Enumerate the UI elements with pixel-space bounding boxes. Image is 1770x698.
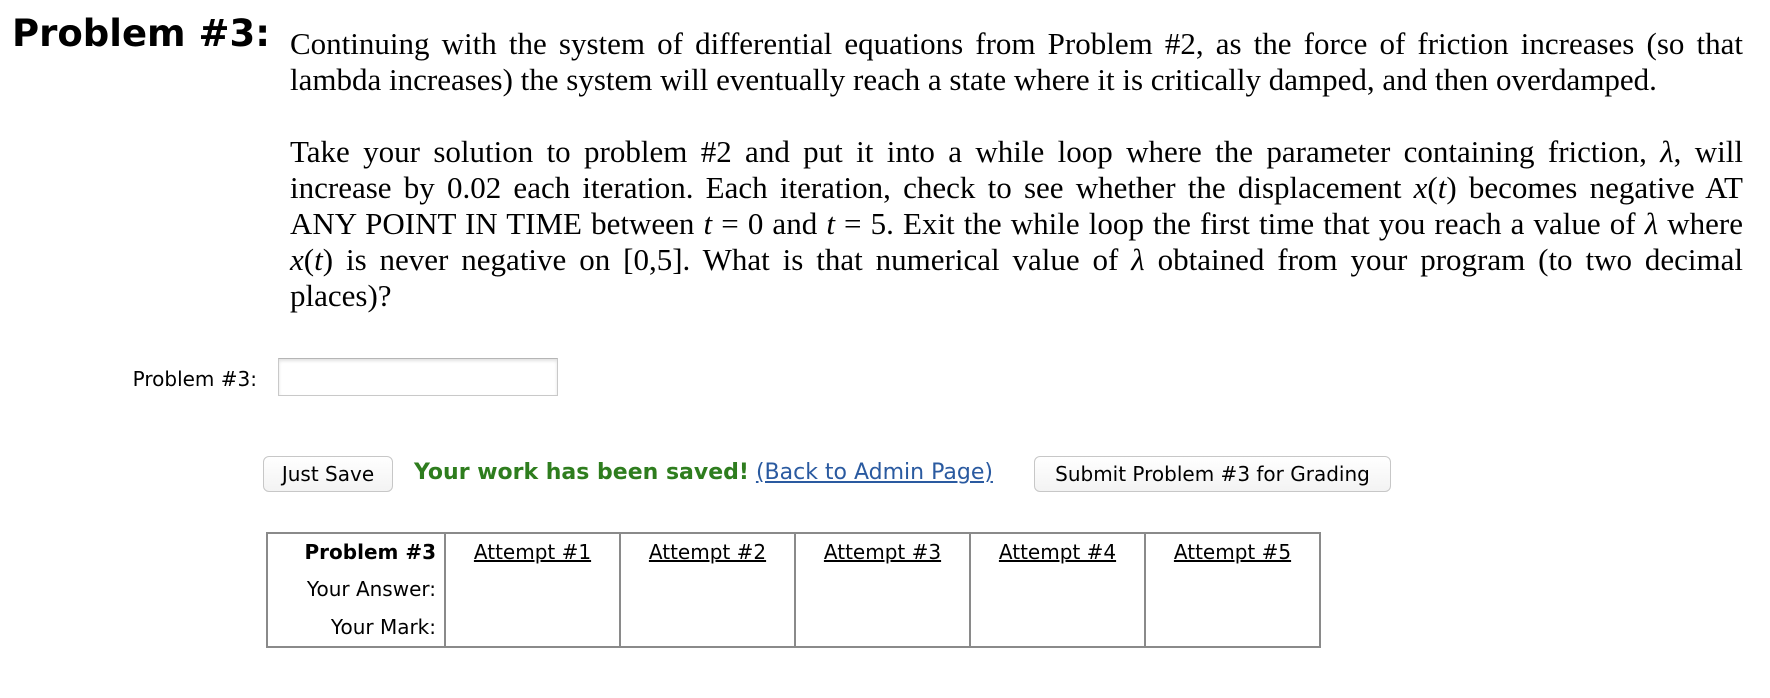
table-header-row <box>267 533 1320 570</box>
attempts-table <box>266 532 1321 648</box>
answer-input[interactable] <box>278 358 558 396</box>
lambda-symbol: λ <box>1660 134 1674 169</box>
attempt-4-link[interactable]: Attempt #4 <box>998 540 1117 564</box>
answer-cell <box>445 570 620 608</box>
t-variable: t <box>703 206 713 241</box>
answer-cell <box>970 570 1145 608</box>
attempt-1-header[interactable] <box>445 533 620 570</box>
table-header-problem: Problem #3 <box>267 533 445 570</box>
mark-cell <box>620 608 795 647</box>
x-variable: x <box>1413 170 1428 205</box>
mark-cell <box>795 608 970 647</box>
just-save-button[interactable]: Just Save <box>263 456 393 492</box>
t-variable: t <box>314 242 323 277</box>
mark-cell <box>970 608 1145 647</box>
problem-heading: Problem #3: <box>12 12 271 55</box>
attempt-5-header[interactable] <box>1145 533 1320 570</box>
problem-paragraph-1: Continuing with the system of differential equations from Problem #2, as the force of friction increases (so that lambda increases) the system will eventually reach a state where it is critically damped, and then overdamped. <box>290 26 1743 97</box>
submit-for-grading-button[interactable]: Submit Problem #3 for Grading <box>1034 456 1391 492</box>
t-variable: t <box>826 206 835 241</box>
your-answer-label: Your Answer: <box>267 570 445 608</box>
saved-message: Your work has been saved! <box>414 460 749 485</box>
mark-cell <box>445 608 620 647</box>
attempt-2-header[interactable] <box>620 533 795 570</box>
table-row <box>267 608 1320 647</box>
save-status <box>414 460 993 485</box>
attempt-4-header[interactable] <box>970 533 1145 570</box>
your-mark-label: Your Mark: <box>267 608 445 647</box>
attempt-3-header[interactable] <box>795 533 970 570</box>
t-variable: t <box>1437 170 1447 205</box>
problem-statement <box>290 26 1743 314</box>
attempt-3-link[interactable]: Attempt #3 <box>823 540 942 564</box>
back-to-admin-link[interactable]: (Back to Admin Page) <box>755 460 993 485</box>
answer-cell <box>795 570 970 608</box>
answer-cell <box>620 570 795 608</box>
mark-cell <box>1145 608 1320 647</box>
x-variable: x <box>290 242 304 277</box>
attempt-2-link[interactable]: Attempt #2 <box>648 540 767 564</box>
problem-paragraph-2: Take your solution to problem #2 and put it into a while loop where the parameter containing friction, λ, will increase by 0.02 each iteration. Each iteration, check to see whether the displacement x(t) becomes negative AT ANY POINT IN TIME between t = 0 and t = 5. Exit the while loop the first time that you reach a value of λ where x(t) is never negative on [0,5]. What is that numerical value of λ obtained from your program (to two decimal places)? <box>290 134 1743 313</box>
answer-cell <box>1145 570 1320 608</box>
answer-label: Problem #3: <box>132 367 257 391</box>
lambda-symbol: λ <box>1644 206 1659 241</box>
lambda-symbol: λ <box>1131 242 1145 277</box>
table-row <box>267 570 1320 608</box>
attempt-1-link[interactable]: Attempt #1 <box>473 540 592 564</box>
attempt-5-link[interactable]: Attempt #5 <box>1173 540 1292 564</box>
